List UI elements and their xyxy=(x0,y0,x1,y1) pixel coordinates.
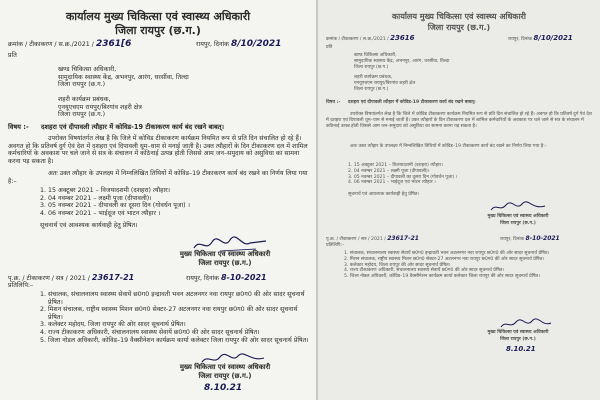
subject-line xyxy=(326,100,476,106)
recipient-line: एनयूएचएम रायपुर/बिरगांव शहरी क्षेत्र xyxy=(354,80,416,86)
signatory-title-1: मुख्य चिकित्सा एवं स्वास्थ्य अधिकारी xyxy=(179,250,271,258)
cc-item: 3. कलेक्टर महोदय, जिला रायपुर की ओर सादर सूचनार्थ प्रेषित। xyxy=(344,262,451,268)
body-paragraph-2: अतः उक्त त्यौहार के उपलक्ष्य में निम्नलिखित तिथियों में कोविड–19 टीकाकरण कार्य बंद रखने का निर्णय लिया गया है:– xyxy=(8,170,308,185)
date-line-2 xyxy=(186,274,267,283)
office-title: कार्यालय मुख्य चिकित्सा एवं स्वास्थ्य अधिकारी xyxy=(65,10,251,23)
subject-text: दशहरा एवं दीपावली त्यौहार में कोविड-19 टीकाकरण कार्य बंद रखने बाबत्। xyxy=(40,123,224,131)
closure-date-item: 2. 04 नवम्बर 2021 – लक्ष्मी पूजा (दीपावली)। xyxy=(40,194,152,202)
reference-line-2 xyxy=(326,236,419,243)
signatory-district-2: जिला रायपुर (छ.ग.) xyxy=(500,337,536,342)
subject-line xyxy=(8,123,308,131)
pratilipi-label: प्रतिलिपि:– xyxy=(326,243,345,248)
closure-dates-list xyxy=(40,187,190,217)
reference-prefix-2: पृ.क्र. / टीकाकरण / सत्र / 2021 / xyxy=(8,275,90,282)
date-value: 8/10/2021 xyxy=(230,39,282,49)
reference-prefix: क्रमांक / टीकाकरण / स.क्र./2021 / xyxy=(8,41,94,48)
signatory-district-1: जिला रायपुर (छ.ग.) xyxy=(500,221,536,226)
date-prefix: रायपुर, दिनांक xyxy=(508,37,533,42)
pratilipi-label: प्रतिलिपि:– xyxy=(8,282,34,289)
signature-2 xyxy=(498,318,554,330)
cc-list xyxy=(40,291,310,344)
district-heading: जिला रायपुर (छ.ग.) xyxy=(115,24,201,37)
cc-list xyxy=(344,251,592,280)
body-paragraph-1: उपरोक्त विषयांतर्गत लेख है कि जिले में कोविड टीकाकरण कार्यक्रम नियमित रूप से प्रति दिन संचालित हो रहे हैं। अवगत हो कि प्रतिवर्ष दुर्ग ऐवं देश में दशहरा एवं दिपावली धूम–धाम से मनाई जाती है। उक्त त्यौहारों के दिन टीकाकरण दल में शामिल कर्मचारियों के अवकाश पर चले जाने से सत्र के संचालन में कठिनाई उत्पन्न होती जिससे आम जन–समुदाय को असुविधा का सामना करना पड़ सकता है। xyxy=(8,135,308,165)
reference-line xyxy=(326,36,415,43)
closure-date-item: 3. 05 नवम्बर 2021 – दीपावली का दूसरा दिन (गोवर्धन पूजा) । xyxy=(40,202,190,210)
recipient-line: जिला रायपुर (छ.ग.) xyxy=(354,86,389,92)
date-value: 8/10/2021 xyxy=(533,34,573,42)
reference-number: 2361[6 xyxy=(95,39,132,49)
recipient-block-2 xyxy=(58,96,142,119)
date-prefix: रायपुर, दिनांक xyxy=(196,41,229,48)
date-line xyxy=(508,36,573,43)
body-paragraph-1: उपरोक्त विषयांतर्गत लेख है कि जिले में कोविड टीकाकरण कार्यक्रम नियमित रूप से प्रति दिन संचालित हो रहे हैं। अवगत हो कि प्रतिवर्ष दुर्ग ऐवं देश में दशहरा एवं दिपावली धूम–धाम से मनाई जाती है। उक्त त्यौहारों के दिन टीकाकरण दल में शामिल कर्मचारियों के अवकाश पर चले जाने से सत्र के संचालन में कठिनाई उत्पन्न होती जिससे आम जन–समुदाय को असुविधा का सामना करना पड़ सकता है। xyxy=(326,112,592,129)
date-line-2 xyxy=(500,236,560,243)
reference-number-2: 23617-21 xyxy=(387,235,419,242)
closing-line: सूचनार्थ एवं आवश्यक कार्यवाही हेतु प्रेषित। xyxy=(348,192,420,197)
body-paragraph-2: अतः उक्त त्यौहार के उपलक्ष्य में निम्नलिखित तिथियों में कोविड–19 टीकाकरण कार्य बंद रखने का निर्णय लिया गया है:– xyxy=(350,144,548,149)
closure-dates-list xyxy=(348,163,457,186)
date-prefix-2: रायपुर, दिनांक xyxy=(500,237,525,242)
recipient-block-2 xyxy=(354,75,415,92)
cc-item: 1. संचालक, संचालनालय स्वास्थ्य सेवायें छ0ग0 इन्द्रावती भवन अटलनगर नवा रायपुर छ0ग0 की ओर सादर सूचनार्थ प्रेषित। xyxy=(40,291,305,306)
recipient-line: जिला रायपुर (छ.ग.) xyxy=(58,111,106,119)
date-value-2: 8-10-2021 xyxy=(525,235,560,242)
recipient-line: एनयूएचएम रायपुर/बिरगांव शहरी क्षेत्र xyxy=(58,103,142,111)
district-heading: जिला रायपुर (छ.ग.) xyxy=(427,23,491,32)
closure-date-item: 3. 05 नवम्बर 2021 – दीपावली का दूसरा दिन (गोवर्धन पूजा) । xyxy=(348,174,458,180)
cc-item: 2. मिशन संचालक, राष्ट्रीय स्वास्थ्य मिशन छ0ग0 सेक्टर-27 अटलनगर नवा रायपुर छ0ग0 की ओर सादर सूचनार्थ प्रेषित। xyxy=(344,256,545,262)
closure-date-item: 1. 15 अक्टूबर 2021 – विजयादशमी (दशहरा) त्यौहार। xyxy=(348,163,443,168)
closing-line: सूचनार्थ एवं आवश्यक कार्यवाही हेतु प्रेषित। xyxy=(40,222,138,229)
subject-label: विषय :- xyxy=(326,100,341,105)
recipient-line: खण्ड चिकित्सा अधिकारी, xyxy=(58,66,117,73)
recipient-line: शहरी कार्यक्रम प्रबंधक, xyxy=(354,75,393,80)
reference-prefix-2: पृ.क्र. / टीकाकरण / सत्र / 2021 / xyxy=(326,237,386,242)
closure-date-item: 2. 04 नवम्बर 2021 – लक्ष्मी पूजा (दीपावली)। xyxy=(348,168,430,174)
signatory-title-1: मुख्य चिकित्सा एवं स्वास्थ्य अधिकारी xyxy=(487,214,549,219)
reference-number-2: 23617-21 xyxy=(91,273,135,282)
closure-date-item: 1. 15 अक्टूबर 2021 – विजयादशमी (दशहरा) त्यौहार। xyxy=(40,187,171,194)
cc-item: 3. कलेक्टर महोदय, जिला रायपुर की ओर सादर सूचनार्थ प्रेषित। xyxy=(40,321,186,329)
recipient-line: जिला रायपुर (छ.ग.) xyxy=(354,64,389,70)
date-line xyxy=(196,41,281,49)
reference-prefix: क्रमांक / टीकाकरण / स.क्र./2021 / xyxy=(326,37,389,42)
cc-item: 1. संचालक, संचालनालय स्वास्थ्य सेवायें छ0ग0 इन्द्रावती भवन अटलनगर नवा रायपुर छ0ग0 की ओर सादर सूचनार्थ प्रेषित। xyxy=(344,251,550,256)
reference-number: 23616 xyxy=(390,34,415,42)
signatory-district-1: जिला रायपुर (छ.ग.) xyxy=(198,259,252,267)
cc-item: 4. राज्य टीकाकरण अधिकारी, संचालनालय स्वास्थ्य सेवायें छ0ग0 की ओर सादर सूचनार्थ प्रेषित। xyxy=(40,328,260,336)
office-title: कार्यालय मुख्य चिकित्सा एवं स्वास्थ्य अधिकारी xyxy=(391,12,526,21)
recipient-line: शहरी कार्यक्रम प्रबंधक, xyxy=(58,96,111,103)
closure-date-item: 4. 06 नवम्बर 2021 – भाईदूज एवं भाटन त्यौहार । xyxy=(348,180,436,186)
prati-label: प्रति xyxy=(326,45,333,50)
handwritten-date: 8.10.21 xyxy=(204,383,243,393)
subject-text: दशहरा एवं दीपावली त्यौहार में कोविड-19 टीकाकरण कार्य बंद रखने बाबत्। xyxy=(348,100,476,105)
recipient-block-1 xyxy=(58,66,189,89)
recipient-line: सामुदायिक स्वास्थ्य केंद्र, अभनपुर, आरंग, धरसींवा, तिल्दा xyxy=(58,73,189,81)
recipient-line: सामुदायिक स्वास्थ्य केंद्र, अभनपुर, आरंग, धरसींवा, तिल्दा xyxy=(354,58,450,64)
signatory-title-2: मुख्य चिकित्सा एवं स्वास्थ्य अधिकारी xyxy=(179,363,271,371)
prati-label: प्रति xyxy=(8,52,17,59)
date-prefix-2: रायपुर, दिनांक xyxy=(186,275,219,282)
handwritten-date: 8.10.21 xyxy=(506,345,536,353)
letter-page-right xyxy=(318,0,600,400)
closure-date-item: 4. 06 नवम्बर 2021 – भाईदूज एवं भाटन त्यौहार । xyxy=(40,209,161,217)
date-value-2: 8-10-2021 xyxy=(220,273,267,282)
cc-item: 5. जिला नोडल अधिकारी, कोविड–19 वैक्सीनेशन कार्यक्रम कार्या कलेक्टर जिला रायपुर की ओर सादर सूचनार्थ प्रेषित। xyxy=(40,336,309,344)
signature-1 xyxy=(488,200,548,214)
signatory-district-2: जिला रायपुर (छ.ग.) xyxy=(198,372,252,380)
reference-line xyxy=(8,41,131,49)
recipient-block-1 xyxy=(354,53,449,70)
cc-item: 5. जिला नोडल अधिकारी, कोविड–19 वैक्सीनेशन कार्यक्रम कार्या कलेक्टर जिला रायपुर की ओर सादर सूचनार्थ प्रेषित। xyxy=(344,274,541,280)
cc-item: 2. मिशन संचालक, राष्ट्रीय स्वास्थ्य मिशन छ0ग0 सेक्टर-27 अटलनगर नवा रायपुर छ0ग0 की ओर सादर सूचनार्थ प्रेषित। xyxy=(40,306,298,321)
cc-item: 4. राज्य टीकाकरण अधिकारी, संचालनालय स्वास्थ्य सेवायें छ0ग0 की ओर सादर सूचनार्थ प्रेषित। xyxy=(344,268,505,274)
recipient-line: खण्ड चिकित्सा अधिकारी, xyxy=(354,53,397,58)
recipient-line: जिला रायपुर (छ.ग.) xyxy=(58,81,106,89)
subject-label: विषय :- xyxy=(8,123,29,131)
signatory-title-2: मुख्य चिकित्सा एवं स्वास्थ्य अधिकारी xyxy=(487,330,549,335)
